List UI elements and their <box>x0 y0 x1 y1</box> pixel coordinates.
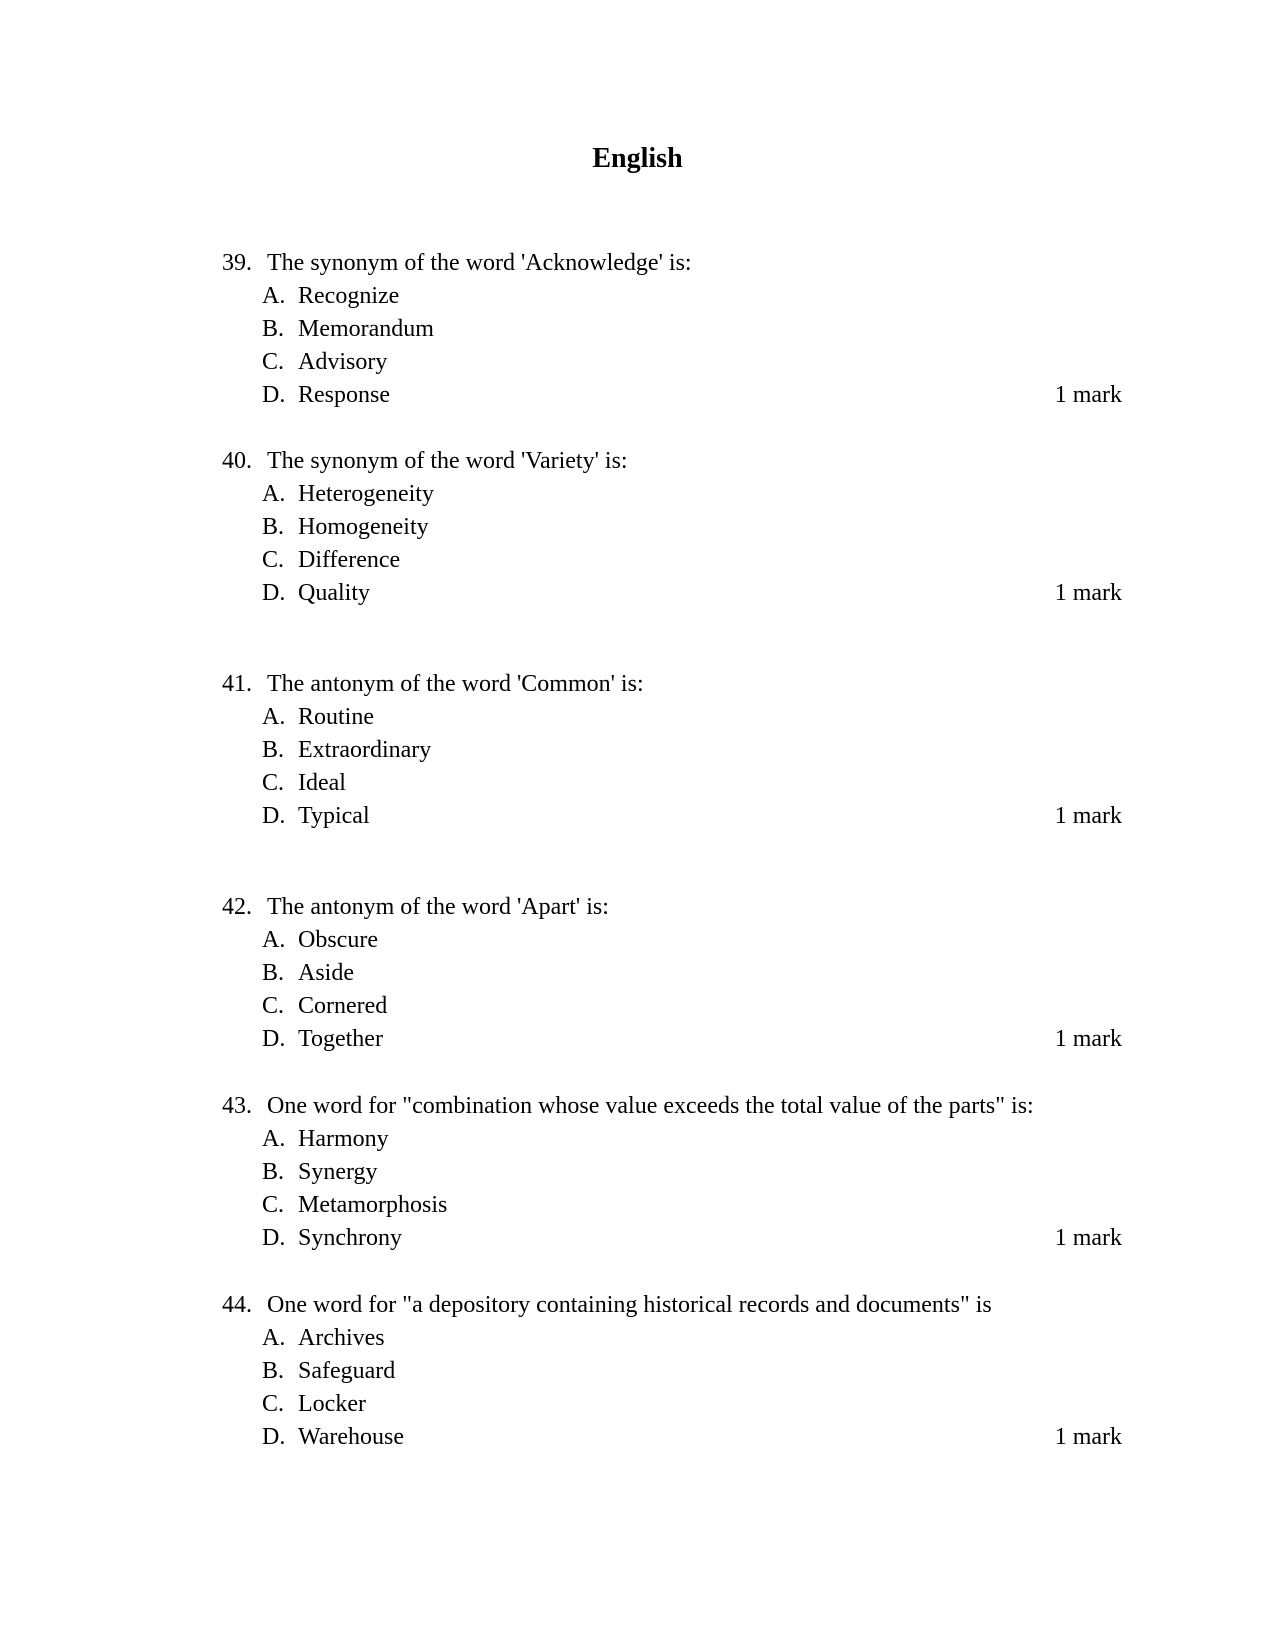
option-text: Recognize <box>298 283 400 309</box>
option-text: Aside <box>298 960 354 986</box>
option-d <box>222 1421 1122 1454</box>
mark-label: 1 mark <box>1054 382 1122 408</box>
option-letter: B. <box>262 316 285 342</box>
option-letter: A. <box>262 927 286 953</box>
mark-label: 1 mark <box>1054 1026 1122 1052</box>
option-c <box>222 1388 1122 1421</box>
option-text: Difference <box>298 547 401 573</box>
question-stem <box>222 891 1122 924</box>
option-text: Together <box>298 1026 383 1052</box>
option-letter: D. <box>262 1026 286 1052</box>
question-stem <box>222 1289 1122 1322</box>
option-d <box>222 800 1122 833</box>
option-text: Synergy <box>298 1159 378 1185</box>
option-text: Quality <box>298 580 370 606</box>
question-44 <box>222 1289 1122 1454</box>
option-letter: A. <box>262 1325 286 1351</box>
option-text: Warehouse <box>298 1424 405 1450</box>
question-number: 43. <box>222 1093 252 1119</box>
option-c <box>222 767 1122 800</box>
option-text: Routine <box>298 704 374 730</box>
option-text: Safeguard <box>298 1358 396 1384</box>
option-letter: D. <box>262 382 286 408</box>
page-title: English <box>592 143 683 174</box>
option-letter: C. <box>262 349 285 375</box>
option-a <box>222 701 1122 734</box>
option-letter: A. <box>262 283 286 309</box>
option-text: Advisory <box>298 349 388 375</box>
option-letter: C. <box>262 1391 285 1417</box>
option-b <box>222 734 1122 767</box>
option-d <box>222 1222 1122 1255</box>
option-b <box>222 957 1122 990</box>
option-c <box>222 544 1122 577</box>
option-letter: D. <box>262 1225 286 1251</box>
option-text: Response <box>298 382 390 408</box>
mark-label: 1 mark <box>1054 803 1122 829</box>
question-number: 42. <box>222 894 252 920</box>
option-b <box>222 1156 1122 1189</box>
option-d <box>222 379 1122 412</box>
option-letter: A. <box>262 704 286 730</box>
option-text: Heterogeneity <box>298 481 434 507</box>
option-letter: D. <box>262 580 286 606</box>
option-text: Homogeneity <box>298 514 429 540</box>
option-letter: C. <box>262 547 285 573</box>
option-a <box>222 924 1122 957</box>
option-letter: B. <box>262 514 285 540</box>
option-b <box>222 511 1122 544</box>
mark-label: 1 mark <box>1054 1225 1122 1251</box>
option-b <box>222 313 1122 346</box>
question-number: 44. <box>222 1292 252 1318</box>
option-c <box>222 346 1122 379</box>
question-number: 40. <box>222 448 252 474</box>
option-a <box>222 478 1122 511</box>
question-40 <box>222 445 1122 610</box>
question-stem <box>222 247 1122 280</box>
option-b <box>222 1355 1122 1388</box>
option-letter: B. <box>262 737 285 763</box>
option-letter: B. <box>262 960 285 986</box>
option-c <box>222 1189 1122 1222</box>
question-text: The synonym of the word 'Variety' is: <box>267 448 628 474</box>
option-text: Locker <box>298 1391 366 1417</box>
option-text: Ideal <box>298 770 346 796</box>
question-number: 41. <box>222 671 252 697</box>
mark-label: 1 mark <box>1054 1424 1122 1450</box>
option-text: Memorandum <box>298 316 434 342</box>
question-text: The synonym of the word 'Acknowledge' is: <box>267 250 692 276</box>
question-text: The antonym of the word 'Apart' is: <box>267 894 609 920</box>
question-stem <box>222 445 1122 478</box>
question-stem <box>222 1090 1122 1123</box>
option-text: Extraordinary <box>298 737 432 763</box>
option-letter: A. <box>262 481 286 507</box>
question-41 <box>222 668 1122 833</box>
question-39 <box>222 247 1122 412</box>
option-letter: B. <box>262 1358 285 1384</box>
question-stem <box>222 668 1122 701</box>
option-letter: A. <box>262 1126 286 1152</box>
question-text: One word for "a depository containing historical records and documents" is <box>267 1292 992 1318</box>
option-text: Typical <box>298 803 370 829</box>
mark-label: 1 mark <box>1054 580 1122 606</box>
question-42 <box>222 891 1122 1056</box>
question-number: 39. <box>222 250 252 276</box>
option-a <box>222 280 1122 313</box>
option-text: Obscure <box>298 927 378 953</box>
option-letter: B. <box>262 1159 285 1185</box>
option-letter: C. <box>262 770 285 796</box>
option-text: Harmony <box>298 1126 389 1152</box>
option-text: Archives <box>298 1325 385 1351</box>
option-letter: D. <box>262 803 286 829</box>
option-a <box>222 1123 1122 1156</box>
option-letter: C. <box>262 993 285 1019</box>
option-text: Synchrony <box>298 1225 402 1251</box>
question-text: The antonym of the word 'Common' is: <box>267 671 644 697</box>
option-text: Metamorphosis <box>298 1192 448 1218</box>
question-43 <box>222 1090 1122 1255</box>
option-letter: D. <box>262 1424 286 1450</box>
option-d <box>222 577 1122 610</box>
option-letter: C. <box>262 1192 285 1218</box>
option-d <box>222 1023 1122 1056</box>
option-c <box>222 990 1122 1023</box>
question-text: One word for "combination whose value exceeds the total value of the parts" is: <box>267 1093 1034 1119</box>
option-text: Cornered <box>298 993 388 1019</box>
option-a <box>222 1322 1122 1355</box>
